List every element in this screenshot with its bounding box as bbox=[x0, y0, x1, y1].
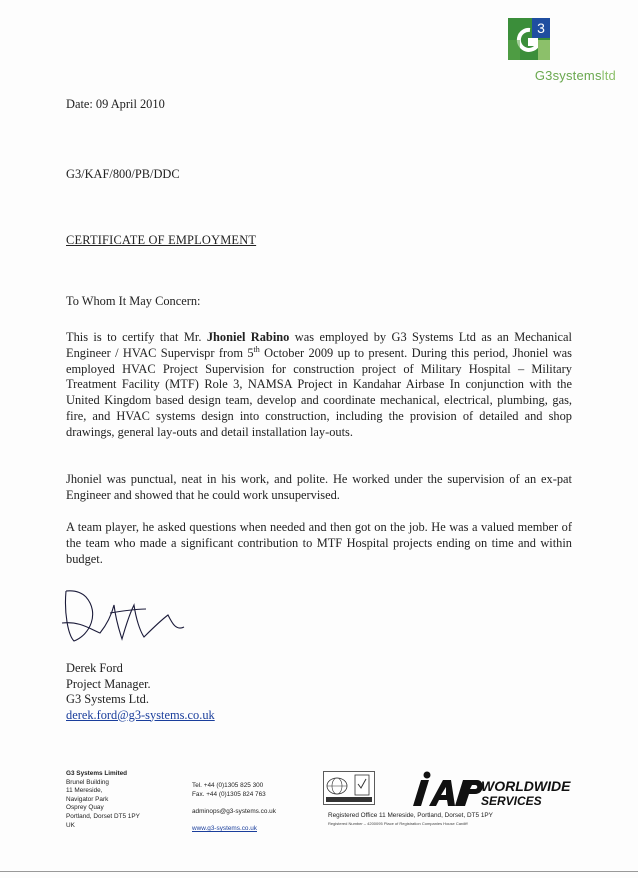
brand-wordmark: G3systemsltd bbox=[534, 68, 616, 83]
signatory-email-link[interactable]: derek.ford@g3-systems.co.uk bbox=[66, 707, 215, 722]
address-line: Brunel Building bbox=[66, 778, 109, 786]
address-line: 11 Mereside, bbox=[66, 787, 103, 795]
footer-company-name: G3 Systems Limited bbox=[66, 770, 128, 777]
signatory-name: Derek Ford bbox=[66, 661, 123, 675]
employee-name: Jhoniel Rabino bbox=[206, 330, 290, 344]
page-edge-divider bbox=[0, 871, 638, 872]
signatory-title: Project Manager. bbox=[66, 676, 151, 691]
iap-line1: WORLDWIDE bbox=[481, 778, 571, 794]
footer-tel: Tel. +44 (0)1305 825 300 bbox=[192, 782, 264, 789]
footer-registered-office bbox=[328, 812, 628, 827]
footer-website-link[interactable]: www.g3-systems.co.uk bbox=[192, 824, 257, 832]
letter-date: Date: 09 April 2010 bbox=[66, 97, 165, 111]
registration-note: Registered Number – 4200095 Place of Registration Companies House Cardiff bbox=[328, 820, 468, 826]
footer-company-address bbox=[66, 770, 176, 830]
letter-heading: CERTIFICATE OF EMPLOYMENT bbox=[66, 233, 257, 247]
salutation: To Whom It May Concern: bbox=[66, 294, 201, 308]
footer-email: adminops@g3-systems.co.uk bbox=[192, 807, 276, 815]
g3-logo-icon bbox=[508, 18, 550, 60]
p1-text-b: was employed by G3 Systems Ltd as an Mechanical Engineer / HVAC Supervispr from 5 bbox=[66, 330, 572, 360]
signature-block bbox=[66, 661, 215, 723]
ordinal-suffix: th bbox=[253, 344, 260, 354]
registered-office-line: Registered Office 11 Mereside, Portland, Dorset, DT5 1PY bbox=[328, 812, 493, 819]
footer-contact bbox=[192, 782, 322, 834]
p1-text-a: This is to certify that Mr. bbox=[66, 330, 202, 344]
reference-number: G3/KAF/800/PB/DDC bbox=[66, 167, 180, 181]
iap-worldwide-services-logo-icon bbox=[411, 770, 581, 810]
footer-fax: Fax. +44 (0)1305 824 763 bbox=[192, 790, 266, 798]
address-line: Osprey Quay bbox=[66, 804, 104, 812]
paragraph-3: A team player, he asked questions when needed and then got on the job. He was a valued member of the team who made a significant contribution to MTF Hospital projects ending on time and within budget. bbox=[66, 520, 572, 566]
paragraph-1 bbox=[66, 330, 572, 441]
svg-text:3: 3 bbox=[537, 20, 545, 36]
certification-badge-icon bbox=[323, 771, 375, 805]
p1-text-c: October 2009 up to present. During this period, Jhoniel was employed HVAC Project Supervision for construction project of Military Hospital – Military Treatment Facility (MTF) Role 3, NAMSA Project in Kandahar Airbase In conjunction with the United Kingdom based design team, develop and coordinate mechanical, electrical, plumbing, gas, fire, and HVAC systems design into construction, including the provision of detailed and shop drawings, general lay-outs and detail installation lay-outs. bbox=[66, 345, 572, 439]
handwritten-signature bbox=[60, 583, 190, 653]
address-line: UK bbox=[66, 821, 75, 829]
paragraph-2: Jhoniel was punctual, neat in his work, and polite. He worked under the supervision of an ex-pat Engineer and showed that he could work unsupervised. bbox=[66, 472, 572, 502]
address-line: Navigator Park bbox=[66, 795, 109, 803]
address-line: Portland, Dorset DT5 1PY bbox=[66, 812, 140, 820]
signatory-company: G3 Systems Ltd. bbox=[66, 692, 149, 706]
iap-line2: SERVICES bbox=[481, 794, 542, 808]
